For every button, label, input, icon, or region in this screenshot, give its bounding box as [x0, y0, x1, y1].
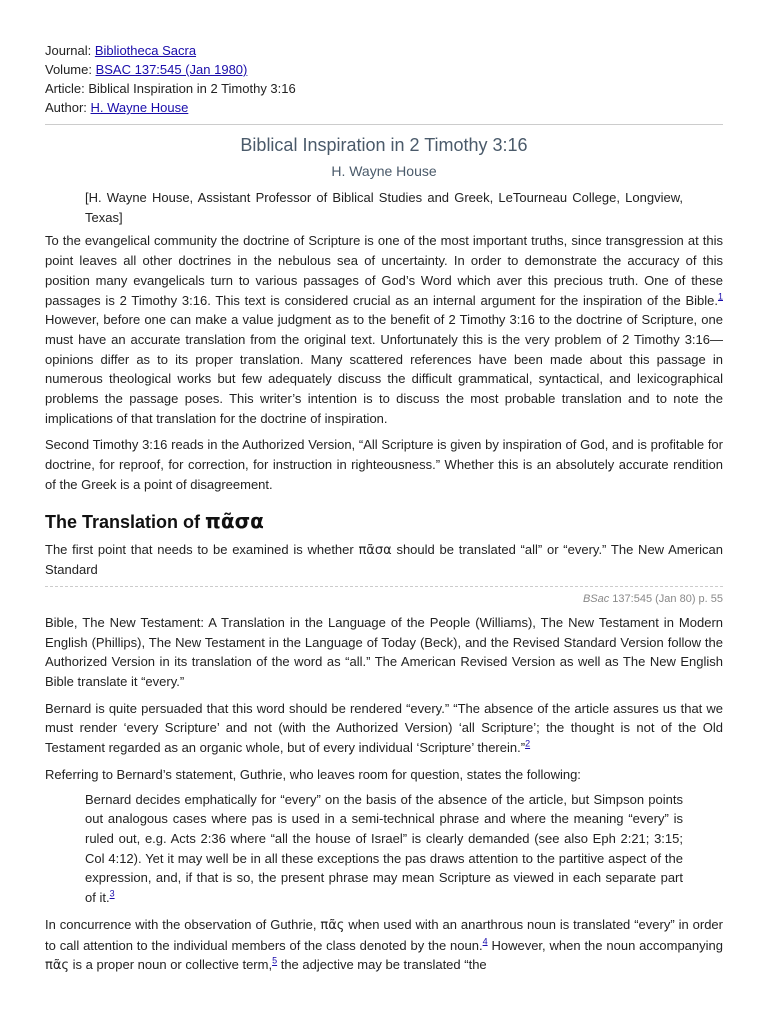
paragraph-guthrie-intro: Referring to Bernard’s statement, Guthrie, who leaves room for question, states the following: [45, 766, 581, 782]
author-line: Author: H. Wayne House [45, 100, 189, 115]
article-line: Article: Biblical Inspiration in 2 Timothy 3:16 [45, 81, 296, 96]
footnote-link-1[interactable]: 1 [717, 291, 723, 302]
footnote-link-2[interactable]: 2 [525, 738, 531, 749]
footnote-link-3[interactable]: 3 [109, 888, 115, 899]
block-quote: Bernard decides emphatically for “every” on the basis of the absence of the article, but Simpson points out analogous cases where pas is used in a semi-technical phrase and where the meaning “every” is ruled out, e.g. Acts 2:36 where “all the house of Israel” is clearly demanded (see also Eph 2:21; 3:15; Col 4:12). Yet it may well be in all these exceptions the pas draws attention to the partitive aspect of the expression, and, if that is so, the present phrase may mean Scripture as viewed in each separate part of it.$^3$ [85, 791, 683, 906]
article-title-value: Biblical Inspiration in 2 Timothy 3:16 [88, 81, 296, 96]
heading-greek-word: πᾶσα [205, 508, 264, 533]
paragraph-bible-versions: Bible, The New Testament: A Translation in the Language of the People (Williams), The New Testament in Modern English (Phillips), The New Testament in the Language of Today (Beck), and the Revised Standard Version follow the Authorized Version in its translation of the word as “all.” The American Revised Version as well as The New English Bible translate it “every.” [45, 614, 723, 690]
affiliation-note: [H. Wayne House, Assistant Professor of Biblical Studies and Greek, LeTourneau College, Longview, Texas] [85, 190, 683, 225]
document-page [45, 40, 723, 976]
byline: H. Wayne House [331, 163, 437, 179]
page-break-marker: BSac 137:545 (Jan 80) p. 55 [45, 586, 723, 606]
paragraph-authorized-version: Second Timothy 3:16 reads in the Authorized Version, “All Scripture is given by inspiration of God, and is profitable for doctrine, for reproof, for correction, for instruction in righteousness.” Whether this is an absolutely accurate rendition of the Greek is a point of disagreement. [45, 437, 723, 492]
journal-link[interactable]: Bibliotheca Sacra [94, 43, 197, 58]
section-heading: The Translation of πᾶσα [45, 508, 264, 533]
header-divider [45, 124, 723, 125]
journal-line: Journal: Bibliotheca Sacra [45, 43, 197, 58]
volume-line: Volume: BSAC 137:545 (Jan 1980) [45, 62, 248, 77]
paragraph-intro: To the evangelical community the doctrine of Scripture is one of the most important truths, since transgression at this point leaves all other doctrines in the nebulous sea of uncertainty. In order to demonstrate the accuracy of this position many evangelicals turn to various passages of God’s Word which aver this precious truth. One of these passages is 2 Timothy 3:16. This text is considered crucial as an internal argument for the inspiration of the Bible.$^1$ However, before one can make a value judgment as to the benefit of 2 Timothy 3:16 to the doctrine of Scripture, one must have an accurate translation from the original text. Unfortunately this is the very problem of 2 Timothy 3:16—opinions differ as to its proper translation. Many scattered references have been made about this passage in numerous theological works but few adequately discuss the difficult grammatical, syntactical, and lexicographical problems the passage poses. This writer’s intention is to discuss the most probable translation and to note the implications of that translation for the doctrine of inspiration. [45, 233, 723, 426]
paragraph-concurrence: In concurrence with the observation of Guthrie, πᾶς when used with an anarthrous noun is translated “every” in order to call attention to the individual members of the class denoted by the noun.$^4$ However, when the noun accompanying πᾶς is a proper noun or collective term,$^5$ the adjective may be translated “the [45, 916, 723, 974]
article-metadata [45, 41, 723, 117]
page-title: Biblical Inspiration in 2 Timothy 3:16 [240, 135, 528, 155]
paragraph-translation-question: The first point that needs to be examined is whether πᾶσα should be translated “all” or “every.” The New American Standard [45, 541, 723, 578]
volume-link[interactable]: BSAC 137:545 (Jan 1980) [95, 62, 248, 77]
author-link[interactable]: H. Wayne House [90, 100, 189, 115]
footnote-link-5[interactable]: 5 [272, 955, 278, 966]
paragraph-bernard: Bernard is quite persuaded that this word should be rendered “every.” “The absence of the article assures us that we must render ‘every Scripture’ and not (with the Authorized Version) ‘all Scripture’; the thought is not of the Old Testament regarded as an organic whole, but of every individual ‘Scripture’ therein.”$^2$ [45, 700, 723, 756]
footnote-link-4[interactable]: 4 [482, 936, 488, 947]
